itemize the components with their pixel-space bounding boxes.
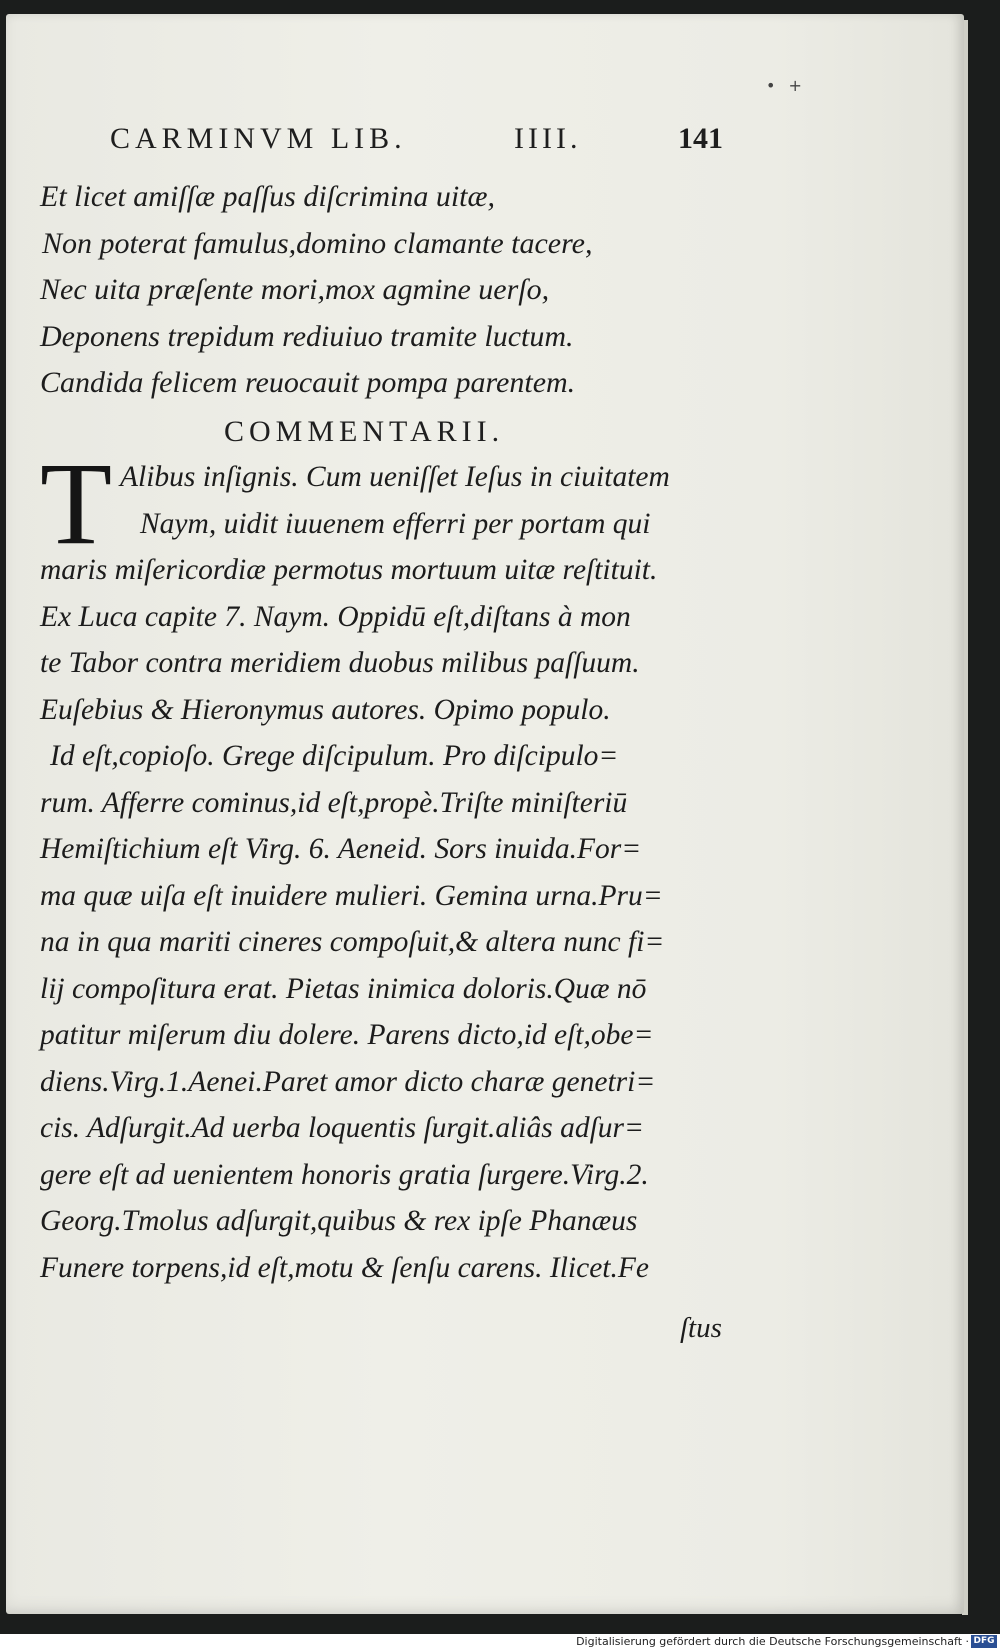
commentary-line: cis. Adſurgit.Ad uerba loquentis ſurgit.aliâs adſur= bbox=[40, 1112, 644, 1144]
commentary-line: te Tabor contra meridiem duobus milibus paſſuum. bbox=[40, 647, 640, 679]
funding-notice: Digitalisierung gefördert durch die Deutsche Forschungsgemeinschaft · bbox=[576, 1635, 969, 1648]
catchword: ſtus bbox=[680, 1312, 722, 1344]
commentary-line: Euſebius & Hieronymus autores. Opimo populo. bbox=[40, 693, 611, 726]
verse-line: Candida felicem reuocauit pompa parentem. bbox=[40, 366, 576, 399]
drop-initial: T bbox=[40, 438, 113, 569]
section-heading: COMMENTARII. bbox=[224, 415, 505, 448]
book-number: IIII. bbox=[514, 122, 582, 155]
commentary-line: patitur miſerum diu dolere. Parens dicto,id eſt,obe= bbox=[40, 1019, 654, 1051]
commentary-line: Ex Luca capite 7. Naym. Oppidū eſt,diſtans à mon bbox=[40, 600, 631, 633]
commentary-line: diens.Virg.1.Aenei.Paret amor dicto charæ genetri= bbox=[40, 1065, 656, 1098]
verse-line: Et licet amiſſæ paſſus diſcrimina uitæ, bbox=[40, 180, 495, 213]
commentary-line: Naym, uidit iuuenem efferri per portam qui bbox=[140, 507, 651, 540]
commentary-line: rum. Afferre cominus,id eſt,propè.Triſte miniſteriū bbox=[40, 786, 628, 819]
verse-line: Deponens trepidum rediuiuo tramite luctum. bbox=[40, 319, 574, 353]
commentary-line: Hemiſtichium eſt Virg. 6. Aeneid. Sors inuida.For= bbox=[40, 833, 642, 865]
commentary-line: gere eſt ad uenientem honoris gratia ſurgere.Virg.2. bbox=[40, 1158, 649, 1191]
commentary-line: Funere torpens,id eſt,motu & ſenſu carens. Ilicet.Fe bbox=[40, 1251, 649, 1284]
commentary-line: ma quæ uiſa eſt inuidere mulieri. Gemina urna.Pru= bbox=[40, 879, 663, 912]
commentary-line: maris miſericordiæ permotus mortuum uitæ reſtituit. bbox=[40, 554, 658, 586]
footer-bar bbox=[0, 1634, 1000, 1650]
scanned-page bbox=[6, 14, 964, 1614]
running-head-title: CARMINVM LIB. bbox=[110, 122, 407, 155]
commentary-line: Alibus inſignis. Cum ueniſſet Ieſus in ciuitatem bbox=[120, 461, 670, 493]
commentary-line: Georg.Tmolus adſurgit,quibus & rex ipſe Phanæus bbox=[40, 1205, 638, 1237]
dfg-logo: DFG bbox=[971, 1635, 997, 1648]
commentary-line: na in qua mariti cineres compoſuit,& altera nunc fi= bbox=[40, 926, 665, 958]
pencil-mark: • + bbox=[766, 76, 806, 95]
verse-line: Non poterat famulus,domino clamante tacere, bbox=[42, 226, 593, 260]
folio-number: 141 bbox=[678, 122, 723, 155]
verse-block bbox=[40, 174, 700, 407]
commentary-line: Id eſt,copioſo. Grege diſcipulum. Pro diſcipulo= bbox=[50, 740, 619, 772]
commentary-block bbox=[40, 438, 730, 1291]
commentary-line: lij compoſitura erat. Pietas inimica doloris.Quæ nō bbox=[40, 972, 647, 1005]
verse-line: Nec uita præſente mori,mox agmine uerſo, bbox=[40, 273, 550, 306]
running-head bbox=[110, 122, 730, 162]
